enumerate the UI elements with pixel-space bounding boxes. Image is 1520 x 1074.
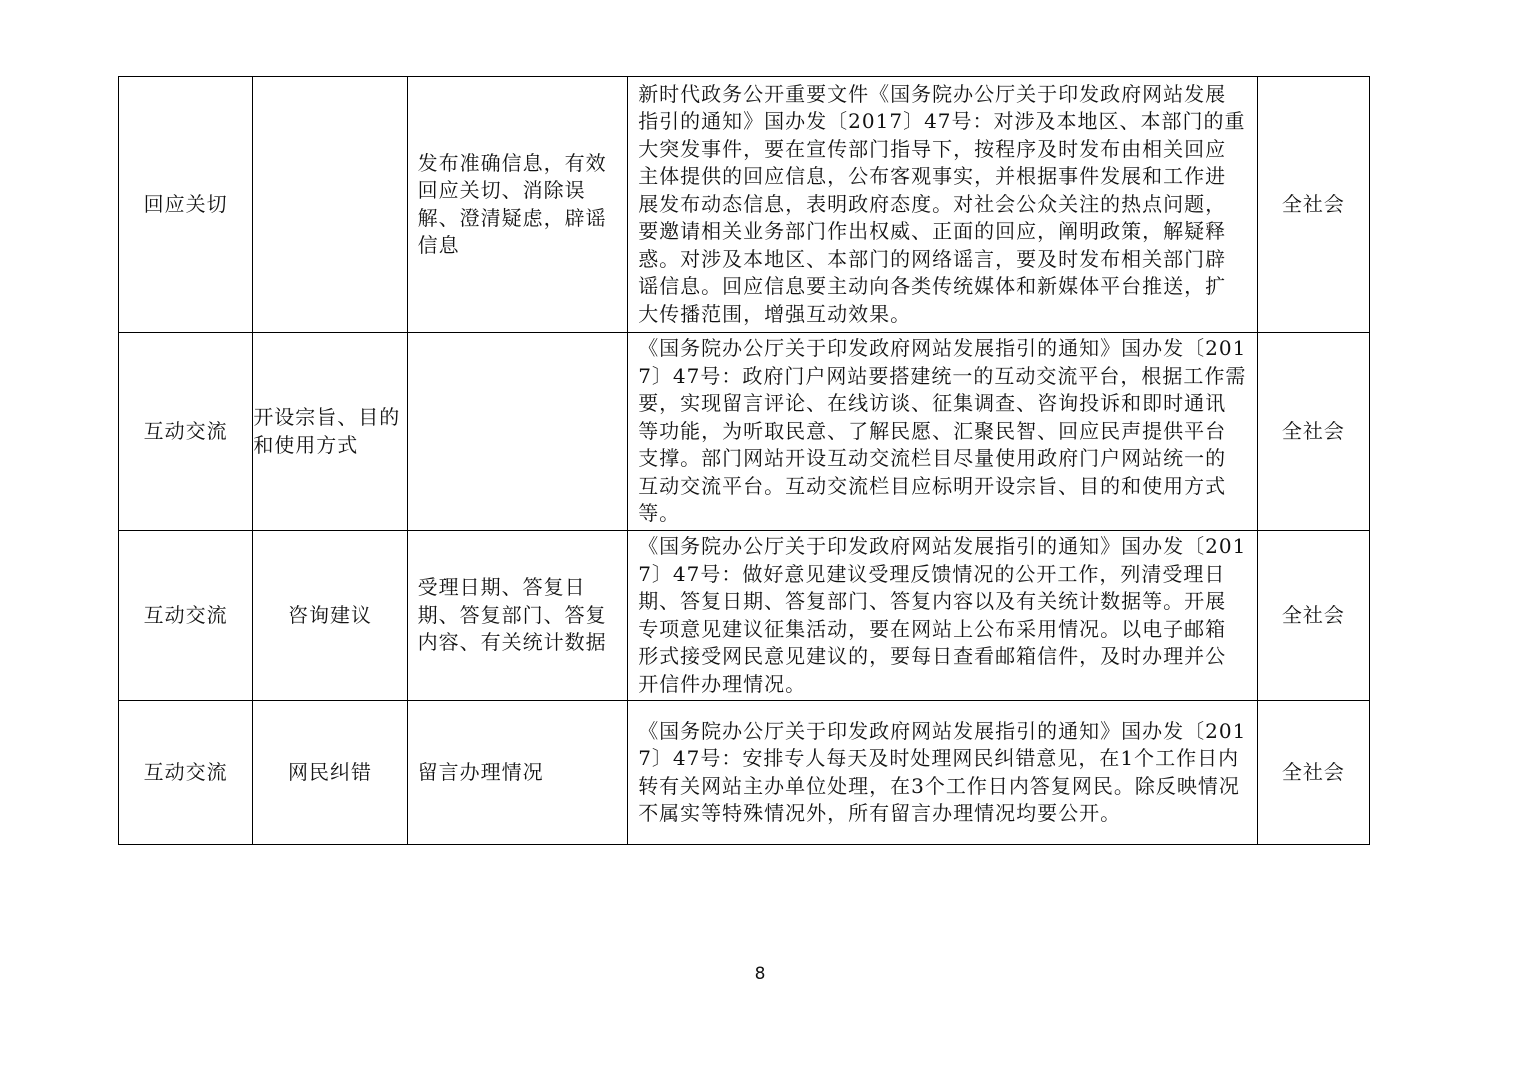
category-cell: 互动交流 (119, 333, 253, 531)
subcategory-text: 开设宗旨、目的和使用方式 (253, 405, 401, 457)
disclosure-table (118, 76, 1370, 845)
table-row (119, 531, 1370, 701)
item-cell (407, 333, 628, 531)
scope-cell: 全社会 (1257, 531, 1369, 701)
basis-cell: 《国务院办公厅关于印发政府网站发展指引的通知》国办发〔2017〕47号：做好意见建议受理反馈情况的公开工作，列清受理日期、答复日期、答复部门、答复内容以及有关统计数据等。开展专项意见建议征集活动，要在网站上公布采用情况。以电子邮箱形式接受网民意见建议的，要每日查看邮箱信件，及时办理并公开信件办理情况。 (628, 531, 1258, 701)
basis-cell: 新时代政务公开重要文件《国务院办公厅关于印发政府网站发展指引的通知》国办发〔2017〕47号：对涉及本地区、本部门的重大突发事件，要在宣传部门指导下，按程序及时发布由相关回应主体提供的回应信息，公布客观事实，并根据事件发展和工作进展发布动态信息，表明政府态度。对社会公众关注的热点问题，要邀请相关业务部门作出权威、正面的回应，阐明政策，解疑释惑。对涉及本地区、本部门的网络谣言，要及时发布相关部门辟谣信息。回应信息要主动向各类传统媒体和新媒体平台推送，扩大传播范围，增强互动效果。 (628, 77, 1258, 333)
scope-cell: 全社会 (1257, 333, 1369, 531)
table-row (119, 333, 1370, 531)
page-number: 8 (754, 964, 766, 984)
subcategory-cell (253, 333, 407, 531)
category-cell: 互动交流 (119, 531, 253, 701)
category-cell: 回应关切 (119, 77, 253, 333)
category-cell: 互动交流 (119, 701, 253, 845)
basis-cell: 《国务院办公厅关于印发政府网站发展指引的通知》国办发〔2017〕47号：安排专人每天及时处理网民纠错意见，在1个工作日内转有关网站主办单位处理，在3个工作日内答复网民。除反映情况不属实等特殊情况外，所有留言办理情况均要公开。 (628, 701, 1258, 845)
subcategory-cell (253, 531, 407, 701)
subcategory-text: 网民纠错 (287, 759, 372, 784)
subcategory-cell (253, 77, 407, 333)
item-cell: 留言办理情况 (407, 701, 628, 845)
scope-cell: 全社会 (1257, 77, 1369, 333)
item-cell: 发布准确信息，有效回应关切、消除误解、澄清疑虑，辟谣信息 (407, 77, 628, 333)
subcategory-cell (253, 701, 407, 845)
basis-cell: 《国务院办公厅关于印发政府网站发展指引的通知》国办发〔2017〕47号：政府门户网站要搭建统一的互动交流平台，根据工作需要，实现留言评论、在线访谈、征集调查、咨询投诉和即时通讯等功能，为听取民意、了解民愿、汇聚民智、回应民声提供平台支撑。部门网站开设互动交流栏目尽量使用政府门户网站统一的互动交流平台。互动交流栏目应标明开设宗旨、目的和使用方式等。 (628, 333, 1258, 531)
table-row (119, 701, 1370, 845)
subcategory-text: 咨询建议 (287, 602, 372, 627)
item-cell: 受理日期、答复日期、答复部门、答复内容、有关统计数据 (407, 531, 628, 701)
scope-cell: 全社会 (1257, 701, 1369, 845)
table-row (119, 77, 1370, 333)
